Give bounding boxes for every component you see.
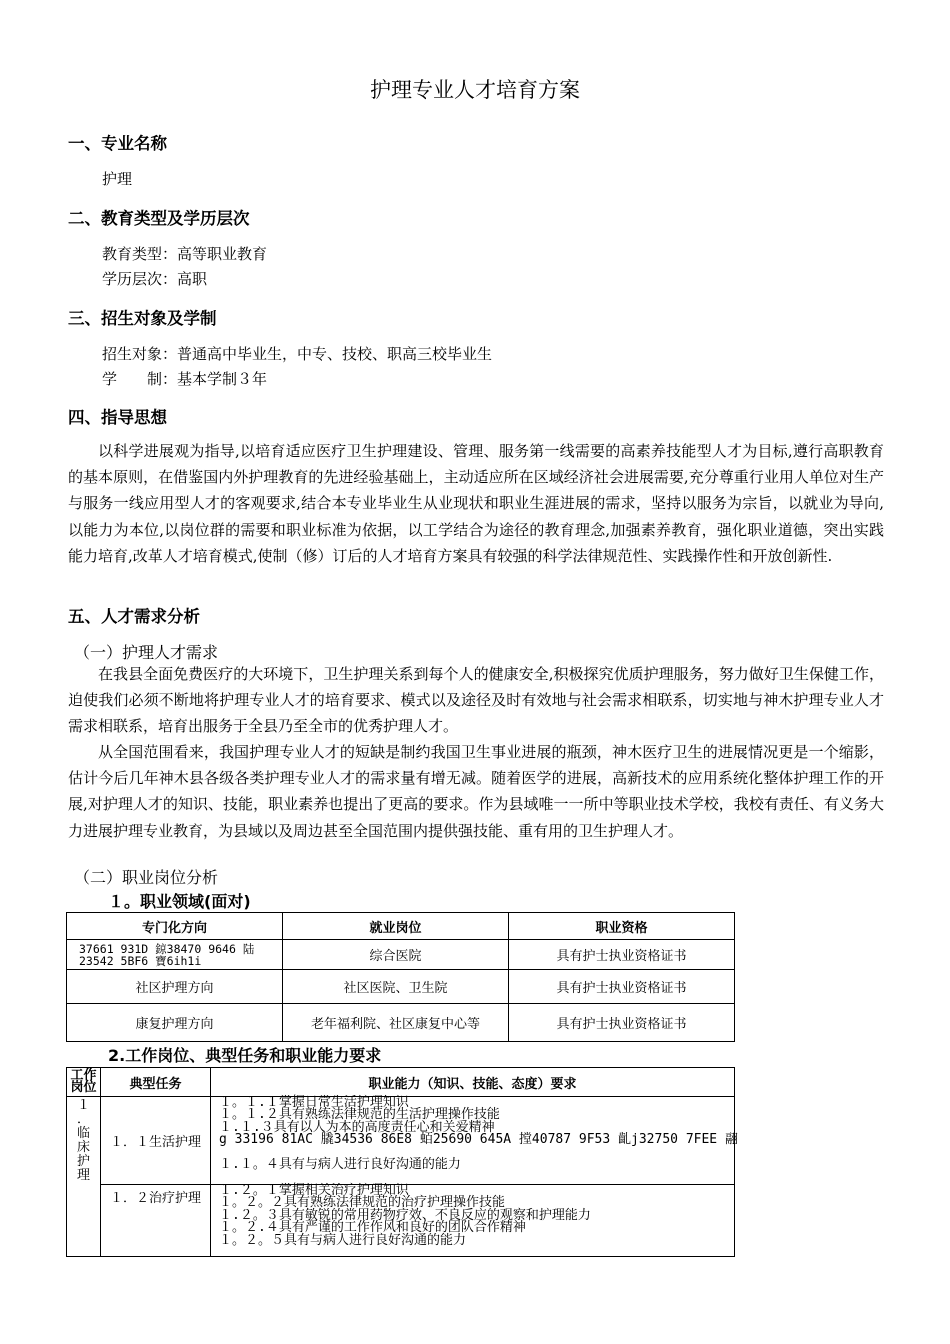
table-cell: 社区护理方向	[67, 970, 283, 1004]
table-cell: 具有护士执业资格证书	[509, 970, 735, 1004]
enrollment-target: 招生对象：普通高中毕业生，中专、技校、职高三校毕业生	[102, 345, 493, 363]
table-cell: 社区医院、卫生院	[283, 970, 509, 1004]
doc-title: 护理专业人才培育方案	[370, 78, 580, 102]
demand-paragraph-1: 在我县全面免费医疗的大环境下，卫生护理关系到每个人的健康安全,积极探究优质护理服务，努力做好卫生保健工作，迫使我们必须不断地将护理专业人才的培育要求、模式以及途径及时有效地与社会需求相联系，切实地与神木护理专业人才需求相联系，培育出服务于全县乃至全市的优秀护理人才。	[68, 665, 884, 736]
table-row	[67, 1004, 735, 1042]
table-row	[67, 970, 735, 1004]
table-header: 专门化方向	[67, 913, 283, 940]
section-5-heading: 五、人才需求分析	[68, 607, 200, 626]
job-tasks-heading: 2.工作岗位、典型任务和职业能力要求	[108, 1046, 382, 1065]
demand-paragraph-2: 从全国范围看来，我国护理专业人才的短缺是制约我国卫生事业进展的瓶颈，神木医疗卫生的进展情况更是一个缩影，估计今后几年神木县各级各类护理专业人才的需求量有增无减。随着医学的进展，高新技术的应用系统化整体护理工作的开展,对护理人才的知识、技能，职业素养也提出了更高的要求。作为县域唯一一所中等职业技术学校，我校有责任、有义务大力进展护理专业教育，为县域以及周边甚至全国范围内提供强技能、重有用的卫生护理人才。	[68, 743, 884, 840]
subsection-demand: （一）护理人才需求	[74, 643, 219, 662]
career-field-table	[66, 912, 735, 1042]
table-cell: １.２。１掌握相关治疗护理知识 １。２。２具有熟练法律规范的治疗护理操作技能 １.２。３具有敏锐的常用药物疗效、不良反应的观察和护理能力 １。２.４具有严谨的工作作风和良好的团队合作精神 １。２。５具有与病人进行良好沟通的能力	[211, 1185, 735, 1257]
job-cell: １ ． 临 床 护 理	[67, 1097, 101, 1257]
table-cell: 康复护理方向	[67, 1004, 283, 1042]
table-header: 工作 岗位	[67, 1068, 101, 1097]
section-2-heading: 二、教育类型及学历层次	[68, 209, 250, 228]
table-cell: １．２治疗护理	[101, 1185, 211, 1257]
table-header: 职业能力（知识、技能、态度）要求	[211, 1068, 735, 1097]
table-row	[67, 1097, 735, 1185]
section-4-heading: 四、指导思想	[68, 408, 167, 427]
table-row	[67, 940, 735, 970]
subsection-post-analysis: （二）职业岗位分析	[74, 868, 219, 887]
job-tasks-table	[66, 1067, 738, 1257]
guiding-thought-paragraph: 以科学进展观为指导,以培育适应医疗卫生护理建设、管理、服务第一线需要的高素养技能型人才为目标,遵行高职教育的基本原则，在借鉴国内外护理教育的先进经验基础上，主动适应所在区域经济社会进展需要,充分尊重行业用人单位对生产与服务一线应用型人才的客观要求,结合本专业毕业生从业现状和职业生涯进展的需求，坚持以服务为宗旨，以就业为导向,以能力为本位,以岗位群的需要和职业标准为依据，以工学结合为途径的教育理念,加强素养教育，强化职业道德，突出实践能力培育,改革人才培育模式,使制（修）订后的人才培育方案具有较强的科学法律规范性、实践操作性和开放创新性.	[68, 442, 884, 565]
section-1-heading: 一、专业名称	[68, 134, 167, 153]
study-length: 学 制：基本学制３年	[102, 370, 268, 388]
table-header-row	[67, 1068, 735, 1097]
table-cell: 37661 931D 鍄38470 9646 陆 23542 5BF6 寶6ih1i	[67, 940, 283, 970]
education-level: 学历层次：高职	[102, 270, 208, 288]
table-header: 职业资格	[509, 913, 735, 940]
career-field-heading: １。职业领域(面对)	[108, 892, 251, 911]
table-cell: 具有护士执业资格证书	[509, 1004, 735, 1042]
table-header-row	[67, 913, 735, 940]
table-header: 就业岗位	[283, 913, 509, 940]
table-header: 典型任务	[101, 1068, 211, 1097]
table-cell: 综合医院	[283, 940, 509, 970]
table-cell: 具有护士执业资格证书	[509, 940, 735, 970]
table-cell: １。１.１掌握日常生活护理知识 １。１.２具有熟练法律规范的生活护理操作技能 １.１.３具有以人为本的高度责任心和关爱精神 g 33196 81AC 膬34536 86E8 蛨25690 645A 摚40787 9F53 齓j32750 7FEE 翮 １.１。４具有与病人进行良好沟通的能力	[211, 1097, 735, 1185]
education-type: 教育类型：高等职业教育	[102, 245, 268, 263]
table-row	[67, 1185, 735, 1257]
table-cell: 老年福利院、社区康复中心等	[283, 1004, 509, 1042]
table-cell: １．１生活护理	[101, 1097, 211, 1185]
major-name: 护理	[102, 170, 133, 188]
section-3-heading: 三、招生对象及学制	[68, 309, 217, 328]
